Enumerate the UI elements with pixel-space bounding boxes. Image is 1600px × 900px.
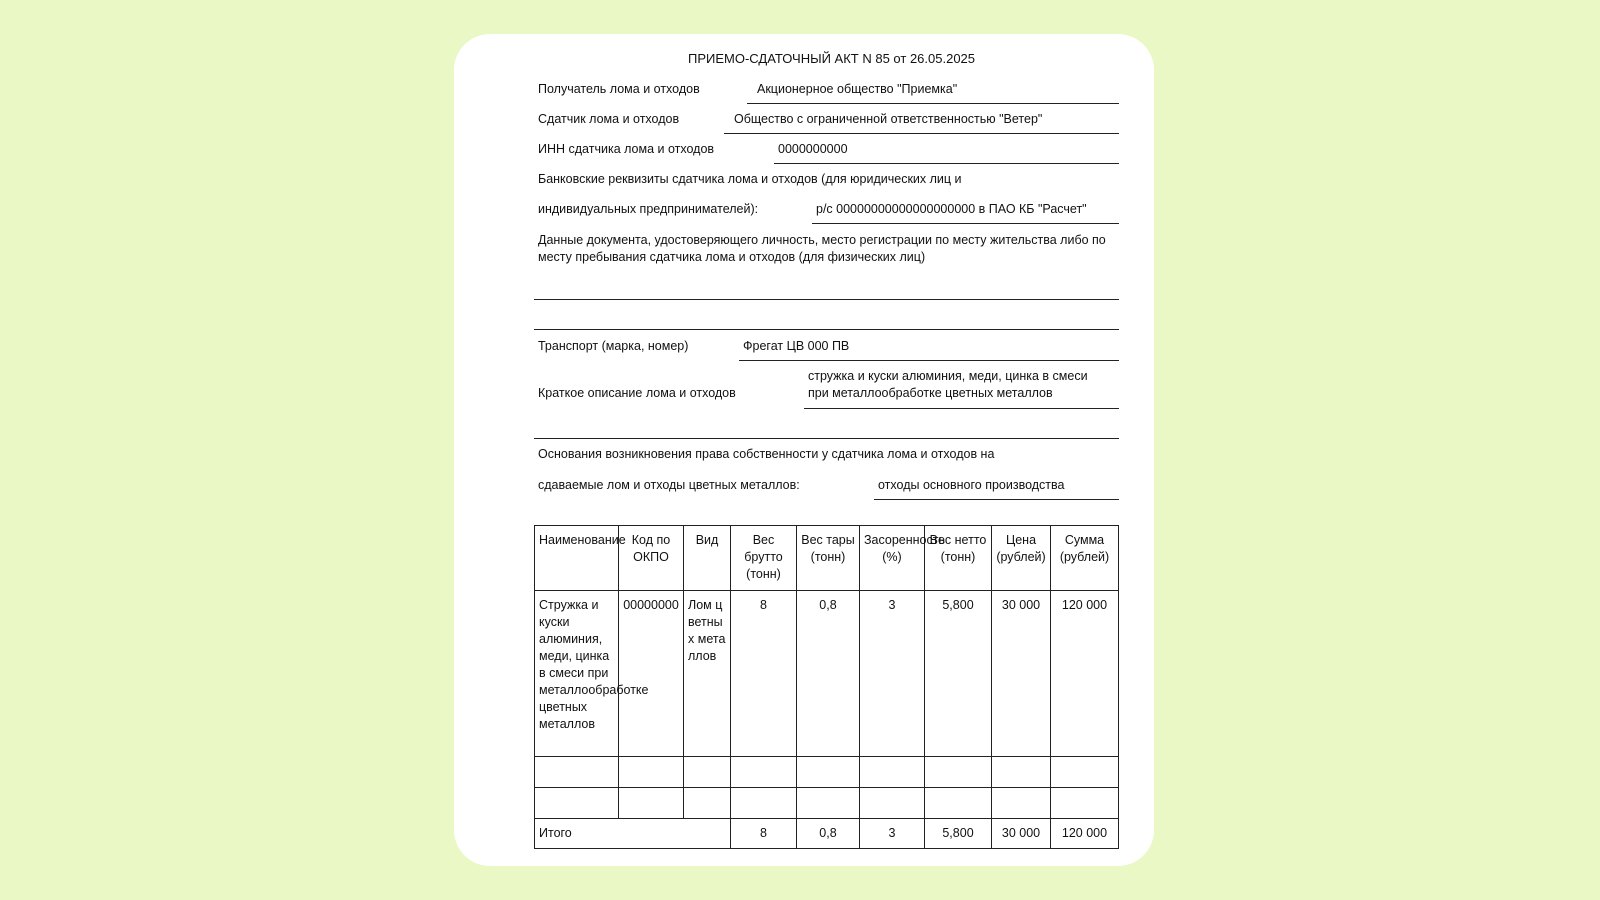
total-gross-weight: 8 — [731, 819, 797, 849]
inn-value: 0000000000 — [778, 142, 848, 156]
total-sum: 120 000 — [1051, 819, 1119, 849]
description-underline — [804, 408, 1119, 409]
cell-gross-weight: 8 — [731, 591, 797, 757]
transport-underline — [739, 360, 1119, 361]
table-total-row — [535, 819, 1119, 849]
document-title: ПРИЕМО-СДАТОЧНЫЙ АКТ N 85 от 26.05.2025 — [688, 51, 976, 66]
header-price: Цена (рублей) — [992, 526, 1051, 591]
bank-label-line-1: Банковские реквизиты сдатчика лома и отходов (для юридических лиц и — [538, 172, 962, 186]
cell-net-weight: 5,800 — [925, 591, 992, 757]
supplier-value: Общество с ограниченной ответственностью "Ветер" — [734, 112, 1043, 126]
recipient-label: Получатель лома и отходов — [538, 82, 700, 96]
total-contamination: 3 — [860, 819, 925, 849]
bank-label-line-2: индивидуальных предпринимателей): — [538, 202, 759, 216]
cell-price: 30 000 — [992, 591, 1051, 757]
header-okpo: Код по ОКПО — [619, 526, 684, 591]
ownership-label-line-2: сдаваемые лом и отходы цветных металлов: — [538, 478, 800, 492]
cell-contamination: 3 — [860, 591, 925, 757]
table-row-empty — [535, 757, 1119, 788]
description-underline-2 — [534, 438, 1119, 439]
description-value: стружка и куски алюминия, меди, цинка в смеси при металлообработке цветных металлов — [808, 369, 1088, 400]
ownership-label-line-1: Основания возникновения права собственности у сдатчика лома и отходов на — [538, 447, 995, 461]
table-row-empty — [535, 788, 1119, 819]
header-tare-weight: Вес тары (тонн) — [797, 526, 860, 591]
scrap-table — [534, 525, 1119, 849]
total-label: Итого — [535, 819, 731, 849]
cell-type: Лом цветных металлов — [684, 591, 731, 757]
recipient-underline — [747, 103, 1119, 104]
identity-label: Данные документа, удостоверяющего личность, место регистрации по месту жительства либо по месту пребывания сдатчика лома и отходов (для физических лиц) — [538, 233, 1106, 264]
inn-label: ИНН сдатчика лома и отходов — [538, 142, 715, 156]
total-net-weight: 5,800 — [925, 819, 992, 849]
header-contamination: Засоренность (%) — [860, 526, 925, 591]
table-row — [535, 591, 1119, 757]
header-type: Вид — [684, 526, 731, 591]
cell-okpo: 00000000 — [619, 591, 684, 757]
header-net-weight: Вес нетто (тонн) — [925, 526, 992, 591]
total-price: 30 000 — [992, 819, 1051, 849]
description-label: Краткое описание лома и отходов — [538, 386, 736, 400]
cell-name: Стружка и куски алюминия, меди, цинка в смеси при металлообработке цветных металлов — [535, 591, 619, 757]
ownership-underline — [874, 499, 1119, 500]
ownership-value: отходы основного производства — [878, 478, 1065, 492]
transport-label: Транспорт (марка, номер) — [538, 339, 689, 353]
header-name: Наименование — [535, 526, 619, 591]
cell-tare-weight: 0,8 — [797, 591, 860, 757]
supplier-label: Сдатчик лома и отходов — [538, 112, 680, 126]
total-tare-weight: 0,8 — [797, 819, 860, 849]
identity-underline-1 — [534, 299, 1119, 300]
table-header-row — [535, 526, 1119, 591]
supplier-underline — [724, 133, 1119, 134]
header-gross-weight: Вес брутто (тонн) — [731, 526, 797, 591]
bank-underline — [812, 223, 1119, 224]
inn-underline — [774, 163, 1119, 164]
identity-underline-2 — [534, 329, 1119, 330]
cell-sum: 120 000 — [1051, 591, 1119, 757]
bank-value: р/с 00000000000000000000 в ПАО КБ "Расчет" — [816, 202, 1087, 216]
document-sheet — [454, 34, 1154, 866]
header-sum: Сумма (рублей) — [1051, 526, 1119, 591]
recipient-value: Акционерное общество "Приемка" — [757, 82, 958, 96]
transport-value: Фрегат ЦВ 000 ПВ — [743, 339, 850, 353]
